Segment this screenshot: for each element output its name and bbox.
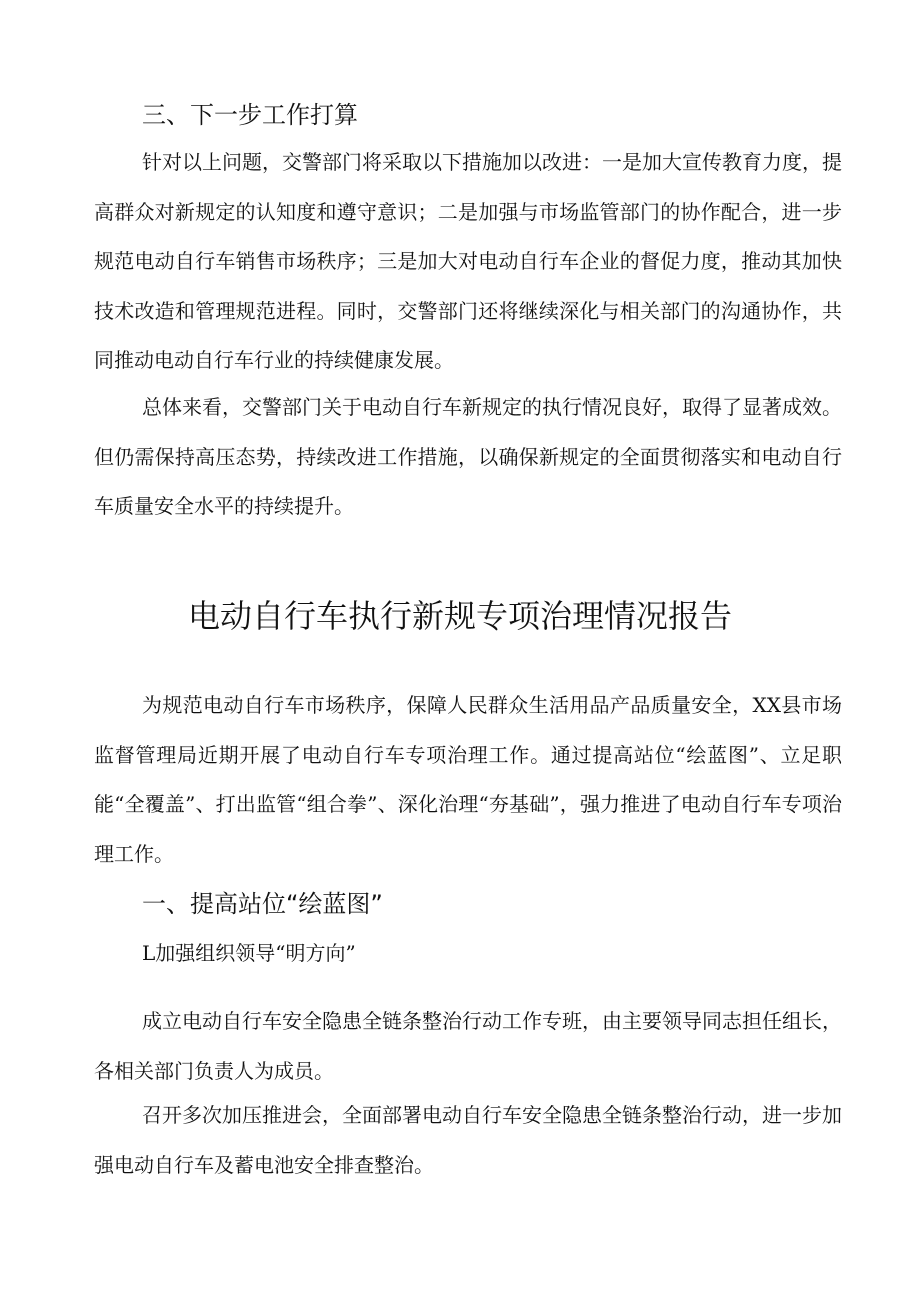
paragraph-report-intro: 为规范电动自行车市场秩序，保障人民群众生活用品产品质量安全，XX县市场监督管理局近期开展了电动自行车专项治理工作。通过提高站位“绘蓝图”、立足职能“全覆盖”、打出监管“组合拳”、深化治理“夯基础”，强力推进了电动自行车专项治理工作。 [94,693,842,866]
section-heading-next-steps: 三、下一步工作打算 [142,101,358,129]
paragraph-promotion-meetings: 召开多次加压推进会，全面部署电动自行车安全隐患全链条整治行动，进一步加强电动自行车及蓄电池安全排查整治。 [94,1103,842,1177]
paragraph-task-force: 成立电动自行车安全隐患全链条整治行动工作专班，由主要领导同志担任组长，各相关部门负责人为成员。 [94,1009,842,1083]
subheading-organization-leadership: L加强组织领导“明方向” [142,941,356,965]
report-title: 电动自行车执行新规专项治理情况报告 [187,597,732,635]
section-heading-raise-position: 一、提高站位“绘蓝图” [142,890,383,918]
paragraph-improvement-measures: 针对以上问题，交警部门将采取以下措施加以改进：一是加大宣传教育力度，提高群众对新规定的认知度和遵守意识；二是加强与市场监管部门的协作配合，进一步规范电动自行车销售市场秩序；三是加大对电动自行车企业的督促力度，推动其加快技术改造和管理规范进程。同时，交警部门还将继续深化与相关部门的沟通协作，共同推动电动自行车行业的持续健康发展。 [94,150,842,372]
paragraph-overall-summary: 总体来看，交警部门关于电动自行车新规定的执行情况良好，取得了显著成效。但仍需保持高压态势，持续改进工作措施，以确保新规定的全面贯彻落实和电动自行车质量安全水平的持续提升。 [94,395,842,518]
